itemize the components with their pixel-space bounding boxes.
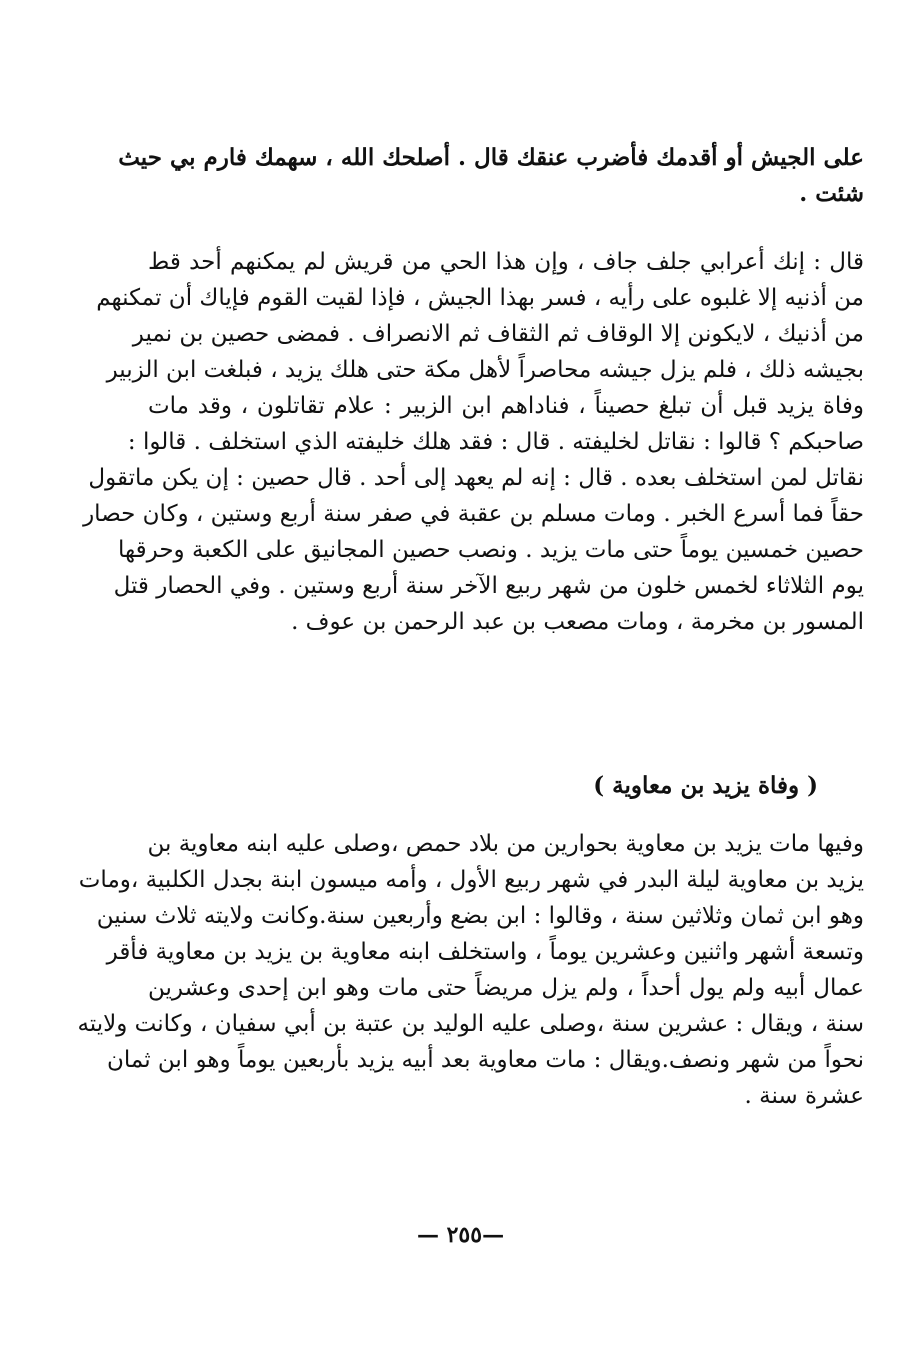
text-line: من أذنيك ، لايكونن إلا الوقاف ثم الثقاف ثم الانصراف . فمضى حصين بن نمير <box>132 321 864 347</box>
text-line: المسور بن مخرمة ، ومات مصعب بن عبد الرحمن بن عوف . <box>291 609 864 635</box>
text-line: وفاة يزيد قبل أن تبلغ حصيناً ، فناداهم ابن الزبير : علام تقاتلون ، وقد مات <box>148 393 864 419</box>
text-line: وتسعة أشهر واثنين وعشرين يوماً ، واستخلف ابنه معاوية بن يزيد بن معاوية فأقر <box>106 939 864 965</box>
text-line: من أذنيه إلا غلبوه على رأيه ، فسر بهذا الجيش ، فإذا لقيت القوم فإياك أن تمكنهم <box>96 285 864 311</box>
text-line: حقاً فما أسرع الخبر . ومات مسلم بن عقبة في صفر سنة أربع وستين ، وكان حصار <box>83 501 864 527</box>
text-line: شئت . <box>799 180 864 207</box>
text-line: يوم الثلاثاء لخمس خلون من شهر ربيع الآخر سنة أربع وستين . وفي الحصار قتل <box>113 573 864 599</box>
text-line: سنة ، ويقال : عشرين سنة ،وصلى عليه الوليد بن عتبة بن أبي سفيان ، وكانت ولايته <box>77 1011 864 1037</box>
paragraph-1 <box>118 140 864 212</box>
paragraph-3 <box>77 826 864 1114</box>
text-line: على الجيش أو أقدمك فأضرب عنقك قال . أصلحك الله ، سهمك فارم بي حيث <box>118 144 864 171</box>
text-line: عشرة سنة . <box>744 1083 864 1109</box>
text-line: وفيها مات يزيد بن معاوية بحوارين من بلاد حمص ،وصلى عليه ابنه معاوية بن <box>147 831 864 857</box>
text-line: صاحبكم ؟ قالوا : نقاتل لخليفته . قال : فقد هلك خليفته الذي استخلف . قالوا : <box>127 429 864 455</box>
text-line: قال : إنك أعرابي جلف جاف ، وإن هذا الحي من قريش لم يمكنهم أحد قط <box>148 249 864 275</box>
text-line: يزيد بن معاوية ليلة البدر في شهر ربيع الأول ، وأمه ميسون ابنة بجدل الكلبية ،ومات <box>78 867 864 893</box>
section-heading: ( وفاة يزيد بن معاوية ) <box>593 772 818 799</box>
text-line: نقاتل لمن استخلف بعده . قال : إنه لم يعهد إلى أحد . قال حصين : إن يكن ماتقول <box>88 465 864 491</box>
text-line: وهو ابن ثمان وثلاثين سنة ، وقالوا : ابن بضع وأربعين سنة.وكانت ولايته ثلاث سنين <box>96 903 864 929</box>
text-line: نحواً من شهر ونصف.ويقال : مات معاوية بعد أبيه يزيد بأربعين يوماً وهو ابن ثمان <box>107 1047 864 1073</box>
text-line: حصين خمسين يوماً حتى مات يزيد . ونصب حصين المجانيق على الكعبة وحرقها <box>118 537 864 563</box>
text-line: عمال أبيه ولم يول أحداً ، ولم يزل مريضاً حتى مات وهو ابن إحدى وعشرين <box>148 975 864 1001</box>
page-number: —٢٥٥ — <box>416 1222 505 1248</box>
paragraph-2 <box>83 244 864 640</box>
text-line: بجيشه ذلك ، فلم يزل جيشه محاصراً لأهل مكة حتى هلك يزيد ، فبلغت ابن الزبير <box>106 357 864 383</box>
